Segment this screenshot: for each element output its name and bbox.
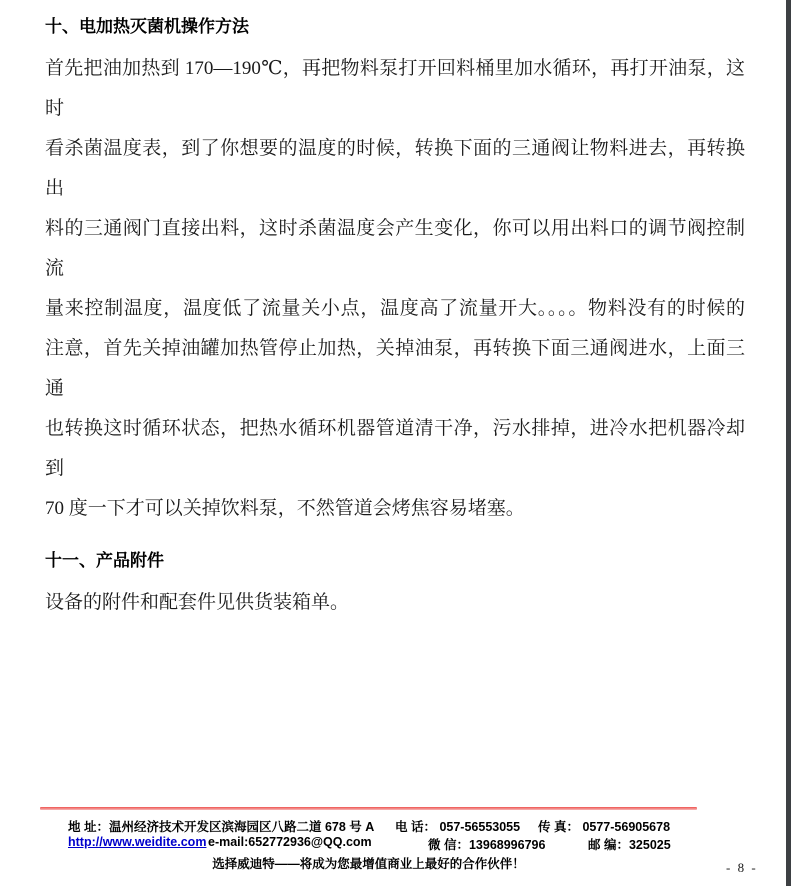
operation-method-paragraph [45, 49, 745, 529]
footer-postcode: 邮 编：325025 [588, 838, 671, 852]
section-ten-heading: 十、电加热灭菌机操作方法 [45, 17, 249, 36]
footer-divider-line [40, 807, 697, 810]
paragraph-line: 量来控制温度，温度低了流量关小点，温度高了流量开大。。。。物料没有的时候的 [45, 298, 745, 319]
paragraph-line: 看杀菌温度表，到了你想要的温度的时候，转换下面的三通阀让物料进去，再转换出 [45, 138, 745, 199]
paragraph-line: 首先把油加热到 170—190℃，再把物料泵打开回料桶里加水循环，再打开油泵，这时 [45, 58, 745, 119]
footer-fax: 传 真： 0577-56905678 [538, 820, 671, 834]
footer-wechat: 微 信：13968996796 [428, 838, 546, 852]
product-accessories-text: 设备的附件和配套件见供货装箱单。 [45, 592, 350, 613]
paragraph-line: 注意，首先关掉油罐加热管停止加热，关掉油泵，再转换下面三通阀进水，上面三通 [45, 338, 745, 399]
footer-website-link[interactable]: http://www.weidite.com [68, 835, 207, 849]
section-eleven-heading: 十一、产品附件 [45, 551, 164, 570]
viewer-right-edge [786, 0, 791, 886]
footer-address: 地 址：温州经济技术开发区滨海园区八路二道 678 号 A [68, 820, 375, 834]
document-content [45, 14, 745, 623]
paragraph-line: 也转换这时循环状态，把热水循环机器管道清干净，污水排掉，进冷水把机器冷却到 [45, 418, 745, 479]
footer-email: e-mail:652772936@QQ.com [208, 835, 372, 849]
footer-phone: 电 话： 057-56553055 [395, 820, 521, 834]
footer-row-contact [40, 817, 697, 835]
paragraph-line: 料的三通阀门直接出料，这时杀菌温度会产生变化，你可以用出料口的调节阀控制流 [45, 218, 745, 279]
footer [40, 817, 697, 872]
paragraph-line: 70 度一下才可以关掉饮料泵，不然管道会烤焦容易堵塞。 [45, 498, 525, 519]
footer-row-online [40, 835, 697, 853]
page-number: - 8 - [726, 860, 758, 875]
footer-slogan: 选择威迪特——将成为您最增值商业上最好的合作伙伴！ [212, 857, 525, 871]
